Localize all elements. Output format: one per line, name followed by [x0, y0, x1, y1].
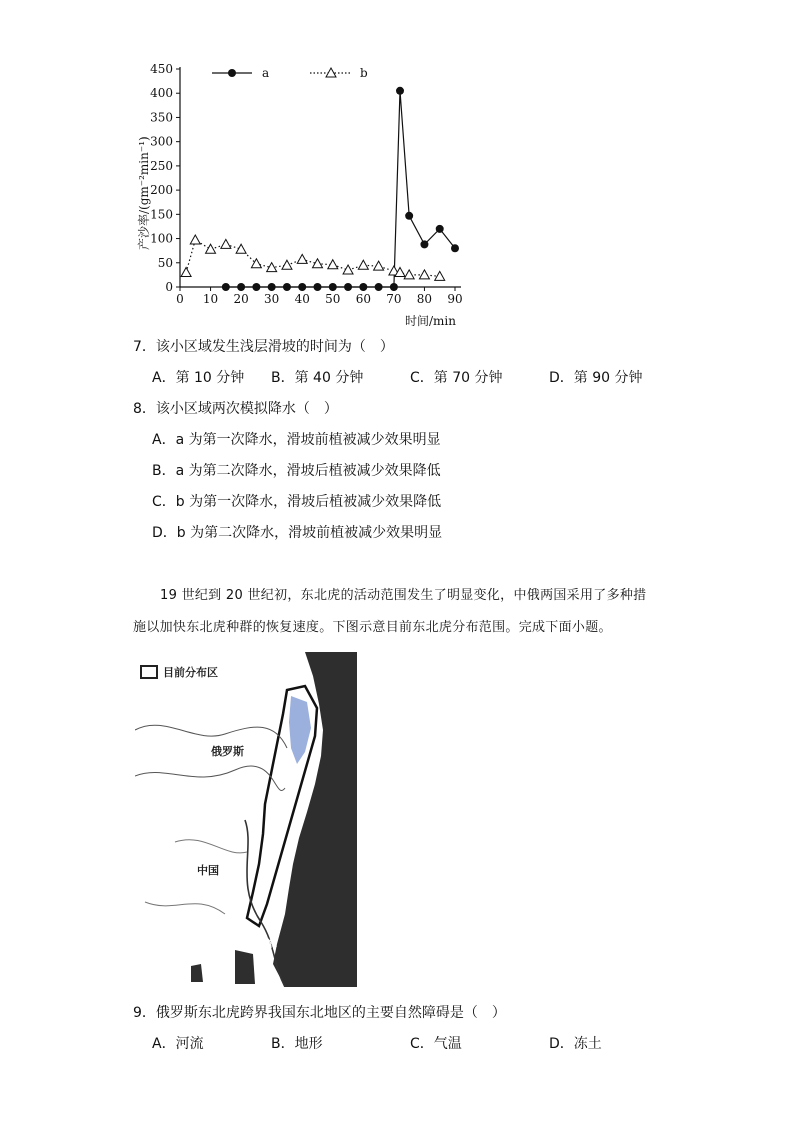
peninsula-shadow — [235, 950, 255, 984]
y-tick-label: 50 — [157, 255, 173, 270]
data-point-b — [419, 270, 429, 279]
question-7-option-b[interactable]: B．第 40 分钟 — [271, 370, 364, 386]
question-9-option-c[interactable]: C．气温 — [410, 1036, 462, 1052]
data-point-a — [252, 283, 260, 291]
data-point-a — [222, 283, 230, 291]
data-point-a — [329, 283, 337, 291]
chart-ticks — [150, 62, 463, 306]
series-line-a — [226, 91, 455, 287]
data-point-a — [344, 283, 352, 291]
question-8-option-d[interactable]: D．b 为第二次降水，滑坡前植被减少效果明显 — [152, 525, 443, 541]
tiger-distribution-map — [135, 652, 357, 987]
x-tick-label: 70 — [386, 292, 402, 306]
legend-label-b: b — [360, 66, 368, 80]
data-point-b — [221, 239, 231, 248]
data-point-a — [390, 283, 398, 291]
chart-axes — [180, 67, 461, 287]
y-tick-label: 450 — [150, 62, 173, 76]
map-legend-swatch — [141, 666, 157, 678]
data-point-b — [343, 265, 353, 274]
data-point-a — [268, 283, 276, 291]
data-point-b — [181, 267, 191, 276]
y-tick-label: 100 — [150, 231, 173, 246]
data-point-b — [404, 270, 414, 279]
data-point-b — [328, 260, 338, 269]
data-point-a — [436, 225, 444, 233]
data-point-b — [190, 235, 200, 244]
question-7-option-c[interactable]: C．第 70 分钟 — [410, 370, 503, 386]
question-9-option-d[interactable]: D．冻土 — [549, 1036, 602, 1052]
x-tick-label: 80 — [416, 292, 433, 306]
data-point-b — [206, 244, 216, 253]
legend-label-a: a — [262, 66, 270, 80]
x-tick-label: 60 — [355, 292, 371, 306]
y-tick-label: 0 — [165, 280, 173, 294]
x-axis-label: 时间/min — [405, 314, 456, 328]
map-legend-label: 目前分布区 — [163, 666, 218, 679]
x-tick-label: 0 — [176, 292, 184, 306]
question-8-stem: 8．该小区域两次模拟降水（ ） — [133, 401, 338, 417]
data-point-b — [358, 260, 368, 269]
chart-legend — [212, 66, 368, 80]
data-point-b — [435, 271, 445, 280]
data-point-a — [451, 244, 459, 252]
question-8-option-c[interactable]: C．b 为第一次降水，滑坡后植被减少效果降低 — [152, 494, 442, 510]
y-tick-label: 350 — [150, 110, 173, 125]
label-korea: 朝鲜 — [255, 938, 277, 951]
sediment-rate-chart — [120, 55, 480, 335]
question-7-stem: 7．该小区域发生浅层滑坡的时间为（ ） — [133, 339, 394, 355]
data-point-a — [375, 283, 383, 291]
y-tick-label: 400 — [150, 86, 173, 101]
data-point-a — [420, 240, 428, 248]
data-point-a — [283, 283, 291, 291]
y-tick-label: 200 — [150, 183, 173, 198]
question-7-option-d[interactable]: D．第 90 分钟 — [549, 370, 643, 386]
data-point-b — [374, 261, 384, 270]
data-point-a — [298, 283, 306, 291]
question-9-option-a[interactable]: A．河流 — [152, 1036, 204, 1052]
intro-paragraph-line-1: 19 世纪到 20 世纪初，东北虎的活动范围发生了明显变化，中俄两国采用了多种措 — [160, 588, 647, 603]
x-tick-label: 20 — [233, 292, 249, 306]
data-point-a — [237, 283, 245, 291]
x-tick-label: 90 — [447, 292, 463, 306]
label-russia: 俄罗斯 — [211, 745, 244, 758]
x-tick-label: 40 — [294, 292, 310, 306]
question-9-option-b[interactable]: B．地形 — [271, 1036, 323, 1052]
data-point-a — [405, 212, 413, 220]
x-tick-label: 10 — [202, 292, 219, 306]
question-7-option-a[interactable]: A．第 10 分钟 — [152, 370, 245, 386]
intro-paragraph-line-2: 施以加快东北虎种群的恢复速度。下图示意目前东北虎分布范围。完成下面小题。 — [133, 620, 612, 635]
island-shadow — [191, 964, 203, 982]
label-china: 中国 — [197, 864, 219, 877]
chart-series — [181, 87, 459, 291]
x-tick-label: 50 — [325, 292, 341, 306]
question-8-option-b[interactable]: B．a 为第二次降水，滑坡后植被减少效果降低 — [152, 463, 441, 479]
data-point-b — [282, 260, 292, 269]
y-tick-label: 150 — [150, 207, 173, 222]
y-tick-label: 250 — [150, 158, 173, 173]
data-point-a — [396, 87, 404, 95]
data-point-b — [297, 254, 307, 263]
y-tick-label: 300 — [150, 134, 173, 149]
question-8-option-a[interactable]: A．a 为第一次降水，滑坡前植被减少效果明显 — [152, 432, 441, 448]
data-point-a — [314, 283, 322, 291]
data-point-b — [251, 259, 261, 268]
question-9-stem: 9．俄罗斯东北虎跨界我国东北地区的主要自然障碍是（ ） — [133, 1005, 506, 1021]
y-axis-label: 产沙率/(gm⁻²min⁻¹) — [137, 136, 151, 250]
x-tick-label: 30 — [264, 292, 280, 306]
data-point-a — [359, 283, 367, 291]
